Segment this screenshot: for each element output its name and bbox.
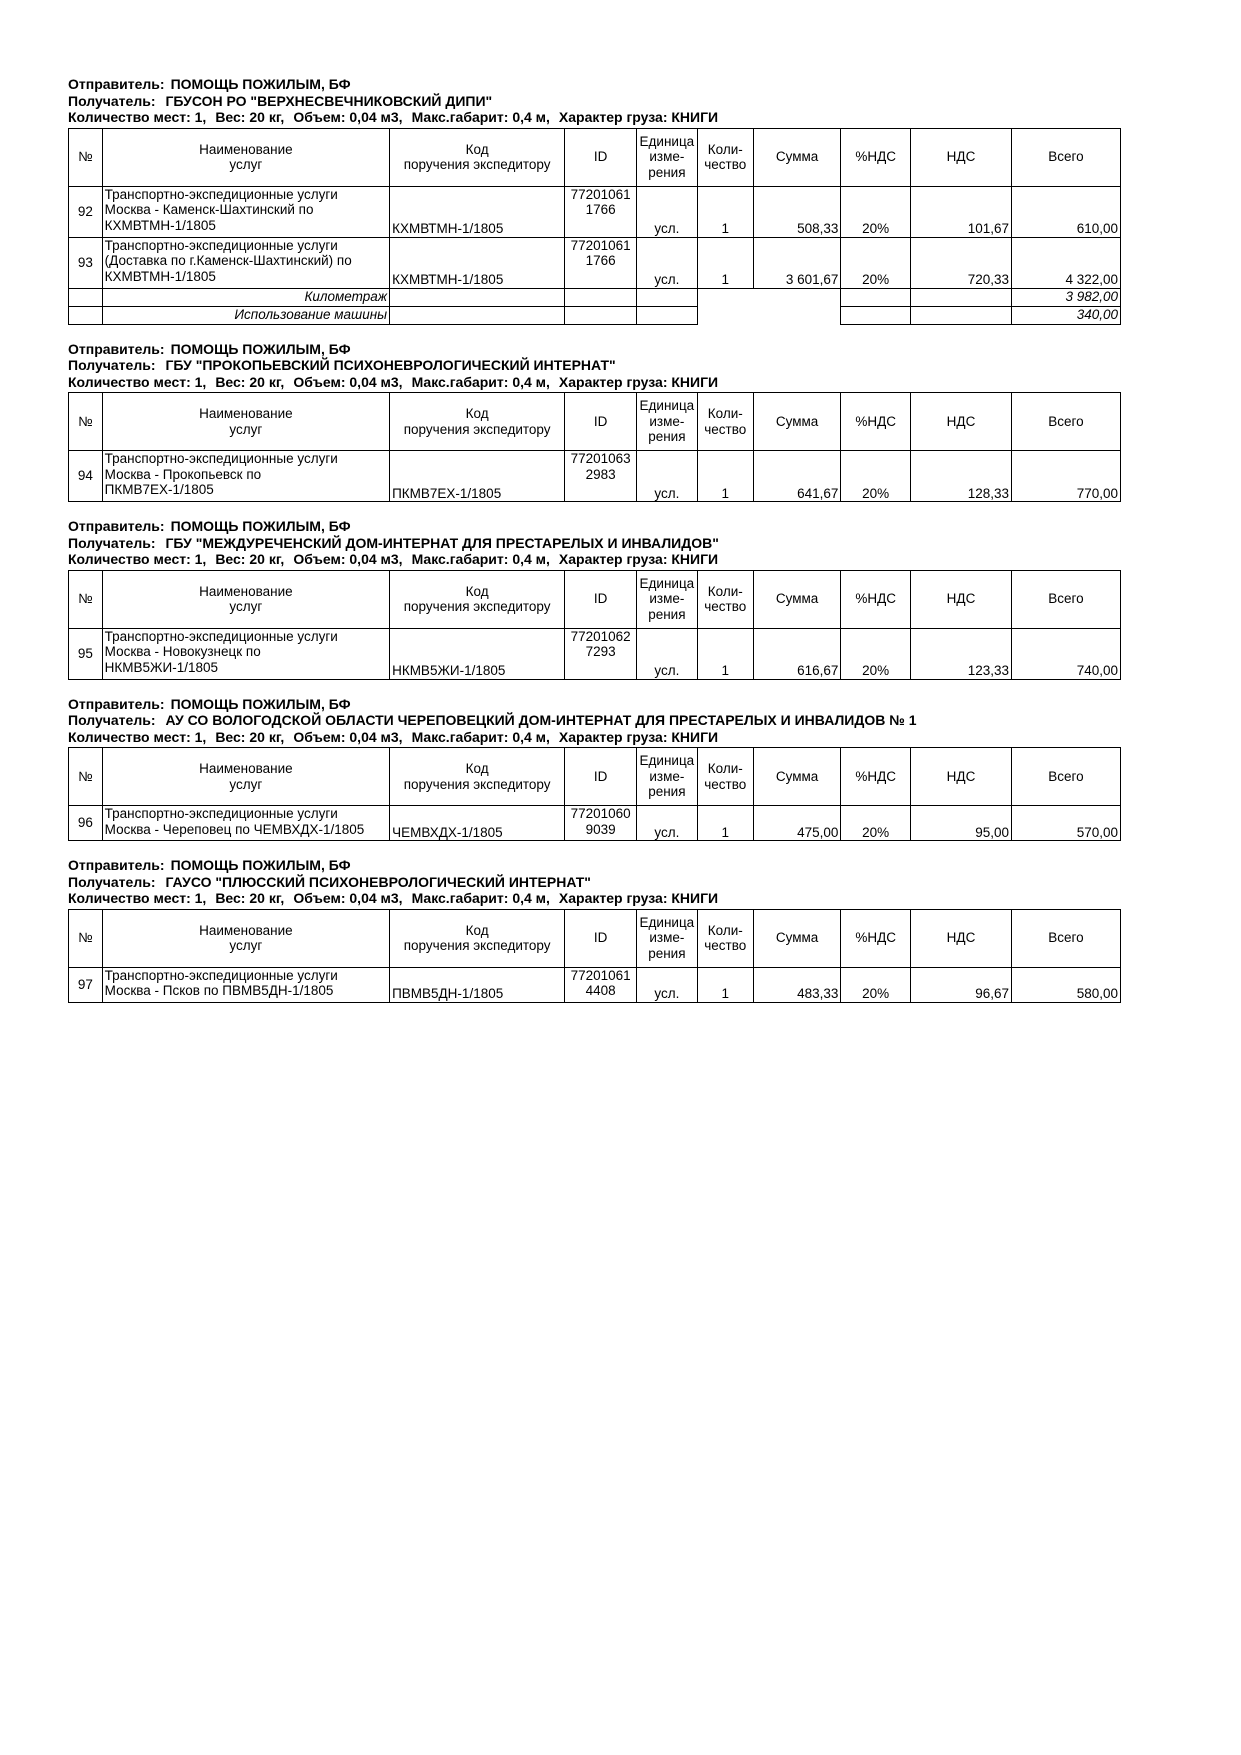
column-header-sum: Сумма <box>753 909 841 967</box>
table-row <box>69 628 1121 679</box>
column-header-vat-rate: %НДС <box>841 128 911 186</box>
cell-name: Транспортно-экспедиционные услуги Москва - Череповец по ЧЕМВХДХ-1/1805 <box>102 806 389 841</box>
cargo-places: Количество мест: 1, <box>68 109 207 125</box>
column-header-name: Наименование услуг <box>102 909 389 967</box>
sender-label: Отправитель: <box>68 340 165 357</box>
cargo-cargo: Характер груза: КНИГИ <box>558 551 719 567</box>
column-header-sum: Сумма <box>753 570 841 628</box>
column-header-id: ID <box>565 570 637 628</box>
cell-num: 92 <box>69 186 103 237</box>
column-header-unit: Единица изме- рения <box>637 909 698 967</box>
column-header-name: Наименование услуг <box>102 748 389 806</box>
cell-id: 77201060 9039 <box>565 806 637 841</box>
shipment-section <box>68 76 1120 325</box>
cell-qty: 1 <box>697 806 753 841</box>
column-header-total: Всего <box>1012 909 1121 967</box>
column-header-unit: Единица изме- рения <box>637 393 698 451</box>
cell-code: ПВМВ5ДН-1/1805 <box>390 967 565 1002</box>
cell-total: 770,00 <box>1012 451 1121 502</box>
cell-sum: 3 601,67 <box>753 237 841 288</box>
cell-num: 96 <box>69 806 103 841</box>
shipment-section <box>68 857 1120 1003</box>
shipment-section <box>68 518 1120 680</box>
receiver-line <box>68 93 1120 110</box>
table-header-row <box>69 909 1121 967</box>
column-header-id: ID <box>565 748 637 806</box>
services-table <box>68 909 1121 1003</box>
table-row <box>69 967 1121 1002</box>
receiver-label: Получатель: <box>68 534 156 551</box>
cell-unit: усл. <box>637 967 698 1002</box>
cell-sum: 616,67 <box>753 628 841 679</box>
cell-total: 4 322,00 <box>1012 237 1121 288</box>
cargo-places: Количество мест: 1, <box>68 728 207 745</box>
cell-vat: 123,33 <box>910 628 1011 679</box>
cell-num: 97 <box>69 967 103 1002</box>
column-header-qty: Коли- чество <box>697 748 753 806</box>
extra-empty <box>637 306 698 324</box>
cargo-line <box>68 551 1120 568</box>
sender-label: Отправитель: <box>68 518 165 534</box>
column-header-vat: НДС <box>910 748 1011 806</box>
cargo-weight: Вес: 20 кг, <box>215 551 285 567</box>
column-header-code: Код поручения экспедитору <box>390 909 565 967</box>
cell-unit: усл. <box>637 186 698 237</box>
cargo-volume: Объем: 0,04 м3, <box>293 373 403 390</box>
services-table <box>68 570 1121 680</box>
column-header-id: ID <box>565 128 637 186</box>
cell-qty: 1 <box>697 237 753 288</box>
cell-id: 77201062 7293 <box>565 628 637 679</box>
cargo-cargo: Характер груза: КНИГИ <box>558 109 719 125</box>
table-row <box>69 806 1121 841</box>
services-table <box>68 392 1121 502</box>
column-header-total: Всего <box>1012 570 1121 628</box>
shipment-section <box>68 696 1120 842</box>
cargo-max-size: Макс.габарит: 0,4 м, <box>411 890 550 906</box>
column-header-id: ID <box>565 909 637 967</box>
cell-id: 77201061 4408 <box>565 967 637 1002</box>
column-header-sum: Сумма <box>753 748 841 806</box>
cell-total: 740,00 <box>1012 628 1121 679</box>
column-header-unit: Единица изме- рения <box>637 570 698 628</box>
cargo-max-size: Макс.габарит: 0,4 м, <box>411 373 550 390</box>
cell-sum: 508,33 <box>753 186 841 237</box>
extra-gap <box>697 306 841 324</box>
extra-empty <box>841 306 911 324</box>
cell-vat: 720,33 <box>910 237 1011 288</box>
cell-id: 77201061 1766 <box>565 237 637 288</box>
cell-id: 77201061 1766 <box>565 186 637 237</box>
extra-empty <box>565 306 637 324</box>
cargo-line <box>68 890 1120 907</box>
cell-total: 580,00 <box>1012 967 1121 1002</box>
receiver-value: АУ СО ВОЛОГОДСКОЙ ОБЛАСТИ ЧЕРЕПОВЕЦКИЙ ДОМ-ИНТЕРНАТ ДЛЯ ПРЕСТАРЕЛЫХ И ИНВАЛИДОВ № 1 <box>165 712 917 728</box>
sender-line <box>68 696 1120 713</box>
column-header-vat-rate: %НДС <box>841 393 911 451</box>
column-header-total: Всего <box>1012 393 1121 451</box>
cargo-weight: Вес: 20 кг, <box>215 890 285 906</box>
column-header-code: Код поручения экспедитору <box>390 570 565 628</box>
services-table <box>68 128 1121 325</box>
cell-vat-rate: 20% <box>841 237 911 288</box>
column-header-vat-rate: %НДС <box>841 909 911 967</box>
extra-empty <box>910 288 1011 306</box>
cell-qty: 1 <box>697 967 753 1002</box>
column-header-id: ID <box>565 393 637 451</box>
extra-empty <box>910 306 1011 324</box>
extra-gap <box>697 288 841 306</box>
extra-empty <box>69 288 103 306</box>
column-header-total: Всего <box>1012 748 1121 806</box>
cargo-cargo: Характер груза: КНИГИ <box>558 728 719 745</box>
sender-line <box>68 341 1120 358</box>
cell-id: 77201063 2983 <box>565 451 637 502</box>
cargo-cargo: Характер груза: КНИГИ <box>558 890 719 906</box>
extra-empty <box>565 288 637 306</box>
cell-qty: 1 <box>697 186 753 237</box>
extra-charge-row <box>69 288 1121 306</box>
table-header-row <box>69 128 1121 186</box>
document <box>68 76 1120 1019</box>
column-header-name: Наименование услуг <box>102 393 389 451</box>
table-row <box>69 186 1121 237</box>
cell-qty: 1 <box>697 451 753 502</box>
column-header-num: № <box>69 128 103 186</box>
column-header-vat: НДС <box>910 909 1011 967</box>
shipment-section <box>68 341 1120 503</box>
cell-sum: 483,33 <box>753 967 841 1002</box>
cell-code: КХМВТМН-1/1805 <box>390 186 565 237</box>
extra-charge-value: 3 982,00 <box>1012 288 1121 306</box>
cell-vat-rate: 20% <box>841 806 911 841</box>
cell-vat-rate: 20% <box>841 451 911 502</box>
receiver-label: Получатель: <box>68 712 156 728</box>
cell-vat-rate: 20% <box>841 628 911 679</box>
column-header-total: Всего <box>1012 128 1121 186</box>
cargo-line <box>68 374 1120 391</box>
cell-unit: усл. <box>637 451 698 502</box>
extra-empty <box>69 306 103 324</box>
column-header-vat-rate: %НДС <box>841 570 911 628</box>
column-header-num: № <box>69 393 103 451</box>
column-header-vat: НДС <box>910 570 1011 628</box>
cell-total: 570,00 <box>1012 806 1121 841</box>
column-header-name: Наименование услуг <box>102 128 389 186</box>
cell-num: 93 <box>69 237 103 288</box>
cell-code: ПКМВ7ЕХ-1/1805 <box>390 451 565 502</box>
cell-name: Транспортно-экспедиционные услуги Москва - Прокопьевск по ПКМВ7ЕХ-1/1805 <box>102 451 389 502</box>
cargo-weight: Вес: 20 кг, <box>215 728 285 745</box>
column-header-code: Код поручения экспедитору <box>390 393 565 451</box>
cell-vat: 101,67 <box>910 186 1011 237</box>
cargo-volume: Объем: 0,04 м3, <box>293 551 403 567</box>
column-header-name: Наименование услуг <box>102 570 389 628</box>
sender-line <box>68 857 1120 874</box>
table-row <box>69 237 1121 288</box>
sender-value: ПОМОЩЬ ПОЖИЛЫМ, БФ <box>170 518 351 534</box>
extra-empty <box>390 306 565 324</box>
cell-code: КХМВТМН-1/1805 <box>390 237 565 288</box>
cell-unit: усл. <box>637 628 698 679</box>
cargo-line <box>68 729 1120 746</box>
cargo-volume: Объем: 0,04 м3, <box>293 890 403 906</box>
sender-label: Отправитель: <box>68 857 165 873</box>
cell-name: Транспортно-экспедиционные услуги Москва - Каменск-Шахтинский по КХМВТМН-1/1805 <box>102 186 389 237</box>
cell-name: Транспортно-экспедиционные услуги Москва - Псков по ПВМВ5ДН-1/1805 <box>102 967 389 1002</box>
receiver-value: ГАУСО "ПЛЮССКИЙ ПСИХОНЕВРОЛОГИЧЕСКИЙ ИНТЕРНАТ" <box>165 873 591 890</box>
cargo-volume: Объем: 0,04 м3, <box>293 109 403 125</box>
column-header-qty: Коли- чество <box>697 570 753 628</box>
sender-label: Отправитель: <box>68 695 165 712</box>
cell-num: 94 <box>69 451 103 502</box>
cell-total: 610,00 <box>1012 186 1121 237</box>
cargo-weight: Вес: 20 кг, <box>215 109 285 125</box>
extra-charge-row <box>69 306 1121 324</box>
column-header-vat: НДС <box>910 128 1011 186</box>
cell-unit: усл. <box>637 237 698 288</box>
table-header-row <box>69 748 1121 806</box>
cargo-line <box>68 109 1120 126</box>
extra-empty <box>841 288 911 306</box>
column-header-num: № <box>69 570 103 628</box>
receiver-label: Получатель: <box>68 873 156 890</box>
sender-value: ПОМОЩЬ ПОЖИЛЫМ, БФ <box>170 857 351 873</box>
cargo-weight: Вес: 20 кг, <box>215 373 285 390</box>
table-row <box>69 451 1121 502</box>
column-header-num: № <box>69 748 103 806</box>
cargo-places: Количество мест: 1, <box>68 373 207 390</box>
cell-vat: 128,33 <box>910 451 1011 502</box>
cell-name: Транспортно-экспедиционные услуги Москва - Новокузнецк по НКМВ5ЖИ-1/1805 <box>102 628 389 679</box>
column-header-qty: Коли- чество <box>697 128 753 186</box>
cell-sum: 475,00 <box>753 806 841 841</box>
extra-empty <box>390 288 565 306</box>
column-header-sum: Сумма <box>753 128 841 186</box>
receiver-line <box>68 535 1120 552</box>
cell-sum: 641,67 <box>753 451 841 502</box>
cell-code: НКМВ5ЖИ-1/1805 <box>390 628 565 679</box>
column-header-unit: Единица изме- рения <box>637 128 698 186</box>
column-header-qty: Коли- чество <box>697 909 753 967</box>
receiver-line <box>68 357 1120 374</box>
column-header-num: № <box>69 909 103 967</box>
cargo-max-size: Макс.габарит: 0,4 м, <box>411 551 550 567</box>
receiver-line <box>68 874 1120 891</box>
receiver-line <box>68 712 1120 729</box>
cell-code: ЧЕМВХДХ-1/1805 <box>390 806 565 841</box>
column-header-code: Код поручения экспедитору <box>390 128 565 186</box>
column-header-code: Код поручения экспедитору <box>390 748 565 806</box>
receiver-value: ГБУСОН РО "ВЕРХНЕСВЕЧНИКОВСКИЙ ДИПИ" <box>165 92 493 109</box>
column-header-vat-rate: %НДС <box>841 748 911 806</box>
extra-charge-label: Использование машины <box>102 306 389 324</box>
column-header-qty: Коли- чество <box>697 393 753 451</box>
sender-value: ПОМОЩЬ ПОЖИЛЫМ, БФ <box>170 695 351 712</box>
cell-vat-rate: 20% <box>841 967 911 1002</box>
sender-value: ПОМОЩЬ ПОЖИЛЫМ, БФ <box>170 76 351 92</box>
table-header-row <box>69 393 1121 451</box>
extra-empty <box>637 288 698 306</box>
sender-value: ПОМОЩЬ ПОЖИЛЫМ, БФ <box>170 340 351 357</box>
cell-vat: 95,00 <box>910 806 1011 841</box>
sender-line <box>68 518 1120 535</box>
receiver-value: ГБУ "МЕЖДУРЕЧЕНСКИЙ ДОМ-ИНТЕРНАТ ДЛЯ ПРЕСТАРЕЛЫХ И ИНВАЛИДОВ" <box>165 534 719 551</box>
cargo-cargo: Характер груза: КНИГИ <box>558 373 719 390</box>
receiver-label: Получатель: <box>68 92 156 109</box>
table-header-row <box>69 570 1121 628</box>
receiver-label: Получатель: <box>68 357 156 373</box>
cargo-max-size: Макс.габарит: 0,4 м, <box>411 728 550 745</box>
sender-line <box>68 76 1120 93</box>
cell-name: Транспортно-экспедиционные услуги (Доставка по г.Каменск-Шахтинский) по КХМВТМН-1/1805 <box>102 237 389 288</box>
cell-unit: усл. <box>637 806 698 841</box>
cell-vat-rate: 20% <box>841 186 911 237</box>
extra-charge-label: Километраж <box>102 288 389 306</box>
column-header-sum: Сумма <box>753 393 841 451</box>
sender-label: Отправитель: <box>68 76 165 92</box>
cell-num: 95 <box>69 628 103 679</box>
receiver-value: ГБУ "ПРОКОПЬЕВСКИЙ ПСИХОНЕВРОЛОГИЧЕСКИЙ ИНТЕРНАТ" <box>165 357 616 373</box>
cell-vat: 96,67 <box>910 967 1011 1002</box>
cargo-places: Количество мест: 1, <box>68 890 207 906</box>
cargo-volume: Объем: 0,04 м3, <box>293 728 403 745</box>
cargo-max-size: Макс.габарит: 0,4 м, <box>411 109 550 125</box>
extra-charge-value: 340,00 <box>1012 306 1121 324</box>
column-header-unit: Единица изме- рения <box>637 748 698 806</box>
cargo-places: Количество мест: 1, <box>68 551 207 567</box>
cell-qty: 1 <box>697 628 753 679</box>
column-header-vat: НДС <box>910 393 1011 451</box>
services-table <box>68 747 1121 841</box>
